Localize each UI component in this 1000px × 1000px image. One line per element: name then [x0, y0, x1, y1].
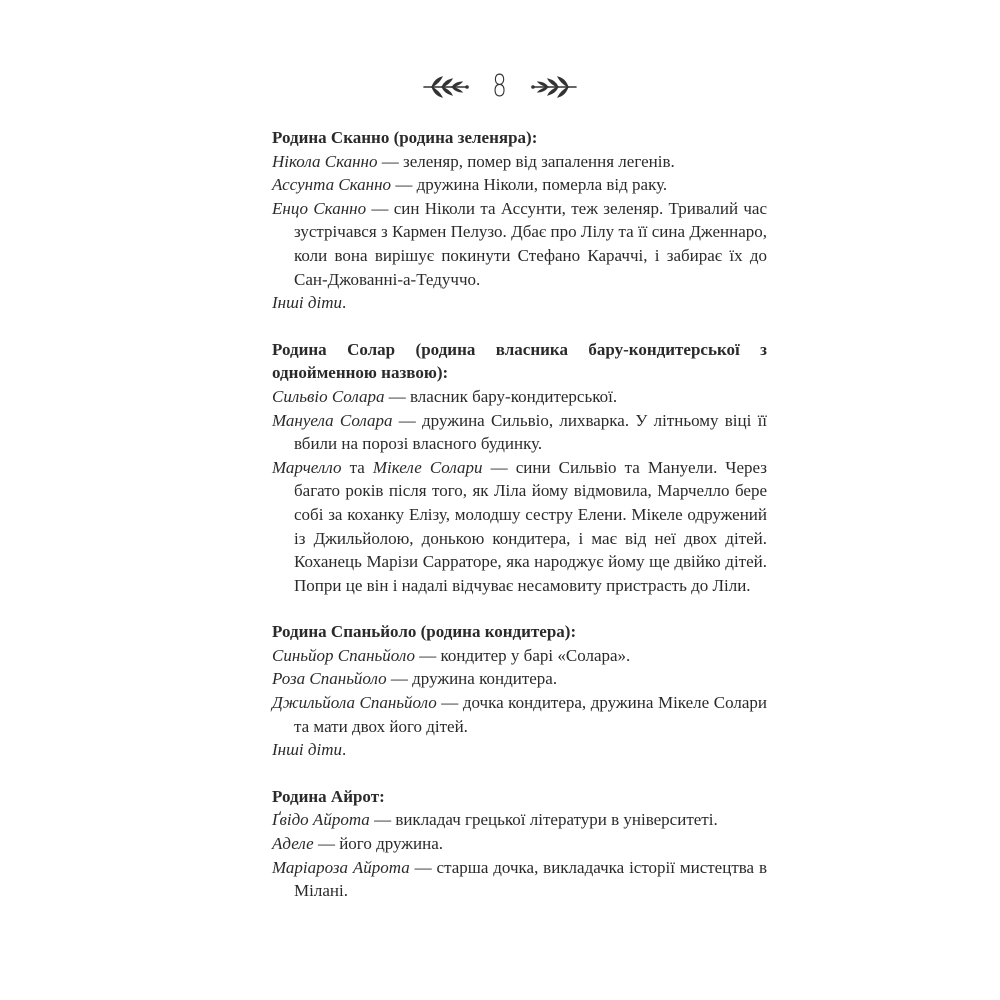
- character-name: Синьйор Спаньйоло: [272, 645, 415, 665]
- character-name: Аделе: [272, 834, 314, 854]
- character-name: Мануела Солара: [272, 410, 393, 430]
- character-description: — викладач грецької літератури в університеті.: [369, 810, 718, 830]
- character-description: — його дружина.: [313, 834, 444, 854]
- character-name: Маріароза Айрота: [272, 857, 410, 877]
- section-title: Родина Солар (родина власника бару-кондитерської з однойменною назвою):: [272, 339, 767, 383]
- character-entry: [272, 644, 767, 668]
- character-name: Нікола Сканно: [272, 151, 378, 171]
- character-description: — кондитер у барі «Солара».: [414, 645, 631, 665]
- character-description: — дружина Ніколи, померла від раку.: [391, 175, 668, 195]
- family-section-solara: [272, 338, 767, 598]
- character-name: Мікеле Солари: [372, 457, 483, 477]
- page-content: [272, 126, 767, 926]
- family-section-scanno: [272, 126, 767, 315]
- character-description: — дочка кондитера, дружина Мікеле Солари та мати двох його дітей.: [294, 693, 767, 736]
- character-description: — старша дочка, викладачка історії мистецтва в Мілані.: [294, 857, 767, 901]
- character-description: — син Ніколи та Ассунти, теж зеленяр. Тривалий час зустрічався з Кармен Пелузо. Дбає про Лілу та її сина Дженнаро, коли вона вирішує покинути Стефано Караччі, і забирає їх до Сан-Джованні-а-Тедуччо.: [294, 198, 767, 289]
- character-name: Роза Спаньйоло: [272, 669, 387, 689]
- character-name: Ґвідо Айрота: [272, 810, 370, 830]
- character-description: — власник бару-кондитерської.: [384, 386, 618, 406]
- character-description: .: [342, 740, 347, 760]
- character-entry: [272, 385, 767, 409]
- character-name: Інші діти: [272, 740, 343, 760]
- character-description: — зеленяр, помер від запалення легенів.: [377, 151, 675, 171]
- character-name: Ассунта Сканно: [272, 175, 392, 195]
- character-entry: [272, 150, 767, 174]
- character-name: Сильвіо Солара: [272, 386, 385, 406]
- character-description: — сини Сильвіо та Мануели. Через багато років після того, як Ліла йому відмовила, Марчелло бере собі за коханку Елізу, молодшу сестру Елени. Мікеле одружений із Джильйолою, донькою кондитера, і має від неї двох дітей. Коханець Марізи Сарраторе, яка народжує йому ще двійко дітей. Попри це він і надалі відчуває несамовиту пристрасть до Ліли.: [294, 457, 767, 595]
- character-description: — дружина кондитера.: [386, 669, 558, 689]
- character-entry: [272, 173, 767, 197]
- character-entry: [272, 197, 767, 291]
- character-entry: [272, 856, 767, 903]
- name-joiner: та: [341, 457, 373, 477]
- flourish-left-icon: [422, 72, 470, 102]
- character-description: — дружина Сильвіо, лихварка. У літньому віці її вбили на порозі власного будинку.: [294, 410, 768, 454]
- character-entry: [272, 808, 767, 832]
- page-header: [0, 64, 1000, 110]
- character-entry: [272, 667, 767, 691]
- character-name: Енцо Сканно: [272, 198, 367, 218]
- family-section-spagnuolo: [272, 620, 767, 762]
- page-number: 8: [492, 69, 508, 104]
- character-description: .: [342, 293, 347, 313]
- character-entry: [272, 832, 767, 856]
- character-name: Інші діти: [272, 293, 343, 313]
- section-title: Родина Спаньйоло (родина кондитера):: [272, 622, 577, 642]
- character-entry: [272, 291, 767, 315]
- flourish-right-icon: [530, 72, 578, 102]
- family-section-airota: [272, 785, 767, 903]
- character-name: Марчелло: [272, 457, 342, 477]
- section-title: Родина Айрот:: [272, 786, 385, 806]
- character-entry: [272, 738, 767, 762]
- character-entry: [272, 456, 767, 598]
- character-entry: [272, 691, 767, 738]
- section-title: Родина Сканно (родина зеленяра):: [272, 128, 538, 147]
- character-entry: [272, 409, 767, 456]
- character-name: Джильйола Спаньйоло: [272, 693, 437, 713]
